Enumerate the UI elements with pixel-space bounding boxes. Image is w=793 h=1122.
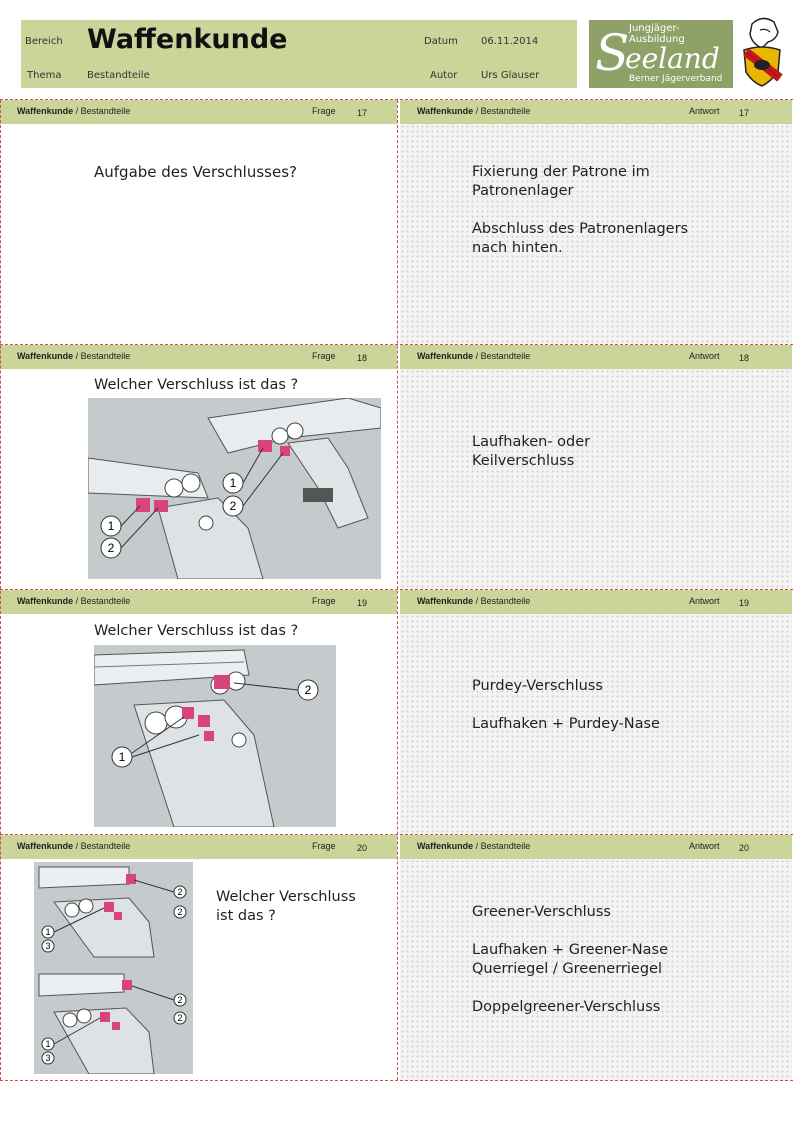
fig-label-2: 2 bbox=[177, 995, 183, 1005]
seeland-logo bbox=[589, 20, 733, 88]
figure-19 bbox=[94, 645, 336, 827]
fig-label-3: 3 bbox=[45, 941, 51, 951]
cut-line-left bbox=[0, 100, 1, 1080]
antwort-bar-18 bbox=[400, 345, 792, 369]
bar-subject: Waffenkunde bbox=[417, 596, 474, 606]
answer-line: Greener-Verschluss bbox=[472, 904, 611, 920]
datum-value: 06.11.2014 bbox=[481, 36, 539, 47]
answer-line: Purdey-Verschluss bbox=[472, 678, 603, 694]
answer-area-18 bbox=[400, 369, 792, 589]
answer-line: Keilverschluss bbox=[472, 453, 575, 469]
question-20 bbox=[216, 888, 356, 926]
bar-topic: / Bestandteile bbox=[473, 106, 531, 116]
frage-label: Frage bbox=[312, 351, 336, 361]
answer-spacer bbox=[472, 979, 668, 998]
answer-18 bbox=[472, 433, 590, 471]
bar-subject: Waffenkunde bbox=[17, 351, 74, 361]
gun-action-illustration-icon bbox=[88, 398, 381, 579]
antwort-label: Antwort bbox=[689, 596, 720, 606]
frage-label: Frage bbox=[312, 841, 336, 851]
question-line: ist das ? bbox=[216, 908, 276, 924]
fig-label-2: 2 bbox=[107, 541, 115, 555]
frage-bar-19 bbox=[0, 590, 397, 614]
fig-label-2: 2 bbox=[177, 887, 183, 897]
answer-line: Querriegel / Greenerriegel bbox=[472, 961, 663, 977]
datum-label: Datum bbox=[424, 36, 458, 47]
figure-18 bbox=[88, 398, 381, 579]
gun-action-illustration-icon bbox=[94, 645, 336, 827]
antwort-bar-19 bbox=[400, 590, 792, 614]
bar-subject: Waffenkunde bbox=[17, 841, 74, 851]
frage-label: Frage bbox=[312, 106, 336, 116]
frage-number: 17 bbox=[357, 108, 368, 118]
answer-line: Laufhaken- oder bbox=[472, 434, 591, 450]
thema-value: Bestandteile bbox=[87, 70, 150, 81]
answer-line: Doppelgreener-Verschluss bbox=[472, 999, 661, 1015]
frage-bar-20 bbox=[0, 835, 397, 859]
bar-topic: / Bestandteile bbox=[473, 841, 531, 851]
bear-crest-icon bbox=[738, 16, 786, 92]
answer-20 bbox=[472, 903, 668, 1017]
frage-number: 18 bbox=[357, 353, 368, 363]
answer-line: Laufhaken + Greener-Nase bbox=[472, 942, 668, 958]
antwort-number: 17 bbox=[739, 108, 750, 118]
question-19: Welcher Verschluss ist das ? bbox=[94, 623, 299, 639]
frage-bar-17 bbox=[0, 100, 397, 124]
answer-19 bbox=[472, 677, 660, 734]
fig-label-1: 1 bbox=[118, 750, 126, 764]
fig-label-1: 1 bbox=[107, 519, 115, 533]
thema-label: Thema bbox=[27, 70, 62, 81]
question-line: Welcher Verschluss bbox=[216, 889, 356, 905]
bar-topic: / Bestandteile bbox=[73, 841, 131, 851]
cut-line bbox=[0, 1080, 793, 1081]
bar-topic: / Bestandteile bbox=[473, 351, 531, 361]
bar-topic: / Bestandteile bbox=[73, 106, 131, 116]
frage-number: 20 bbox=[357, 843, 368, 853]
answer-spacer bbox=[472, 696, 660, 715]
gun-action-illustration-icon bbox=[34, 862, 193, 1074]
antwort-label: Antwort bbox=[689, 106, 720, 116]
header-bar bbox=[21, 20, 577, 88]
answer-line: Patronenlager bbox=[472, 183, 574, 199]
antwort-number: 19 bbox=[739, 598, 750, 608]
answer-line: Laufhaken + Purdey-Nase bbox=[472, 716, 660, 732]
frage-bar-18 bbox=[0, 345, 397, 369]
bar-topic: / Bestandteile bbox=[73, 351, 131, 361]
fig-label-1: 1 bbox=[45, 927, 51, 937]
answer-spacer bbox=[472, 922, 668, 941]
question-17: Aufgabe des Verschlusses? bbox=[94, 163, 297, 181]
figure-20 bbox=[34, 862, 193, 1074]
antwort-bar-20 bbox=[400, 835, 792, 859]
page-title: Waffenkunde bbox=[87, 24, 288, 55]
answer-line: Fixierung der Patrone im bbox=[472, 164, 650, 180]
bar-subject: Waffenkunde bbox=[17, 596, 74, 606]
bar-subject: Waffenkunde bbox=[17, 106, 74, 116]
antwort-number: 20 bbox=[739, 843, 750, 853]
answer-line: nach hinten. bbox=[472, 240, 563, 256]
logo-big-letter: S bbox=[595, 24, 630, 82]
fig-label-3: 3 bbox=[45, 1053, 51, 1063]
question-18: Welcher Verschluss ist das ? bbox=[94, 377, 299, 393]
answer-17 bbox=[472, 163, 688, 258]
antwort-label: Antwort bbox=[689, 841, 720, 851]
frage-number: 19 bbox=[357, 598, 368, 608]
answer-spacer bbox=[472, 201, 688, 220]
autor-value: Urs Glauser bbox=[481, 70, 540, 81]
antwort-number: 18 bbox=[739, 353, 750, 363]
cut-line-vertical bbox=[397, 100, 398, 1080]
antwort-label: Antwort bbox=[689, 351, 720, 361]
bar-topic: / Bestandteile bbox=[73, 596, 131, 606]
fig-label-2: 2 bbox=[304, 683, 312, 697]
logo-main-text: eeland bbox=[625, 42, 720, 75]
fig-label-2: 2 bbox=[177, 1013, 183, 1023]
bar-subject: Waffenkunde bbox=[417, 841, 474, 851]
logo-top-text: Jungjäger-Ausbildung bbox=[629, 23, 685, 45]
autor-label: Autor bbox=[430, 70, 458, 81]
fig-label-2: 2 bbox=[229, 499, 237, 513]
fig-label-2: 2 bbox=[177, 907, 183, 917]
fig-label-1: 1 bbox=[229, 476, 237, 490]
bar-subject: Waffenkunde bbox=[417, 106, 474, 116]
bereich-label: Bereich bbox=[25, 36, 63, 47]
antwort-bar-17 bbox=[400, 100, 792, 124]
frage-label: Frage bbox=[312, 596, 336, 606]
fig-label-1: 1 bbox=[45, 1039, 51, 1049]
logo-bottom-text: Berner Jägerverband bbox=[629, 74, 723, 84]
bar-topic: / Bestandteile bbox=[473, 596, 531, 606]
answer-line: Abschluss des Patronenlagers bbox=[472, 221, 689, 237]
bar-subject: Waffenkunde bbox=[417, 351, 474, 361]
